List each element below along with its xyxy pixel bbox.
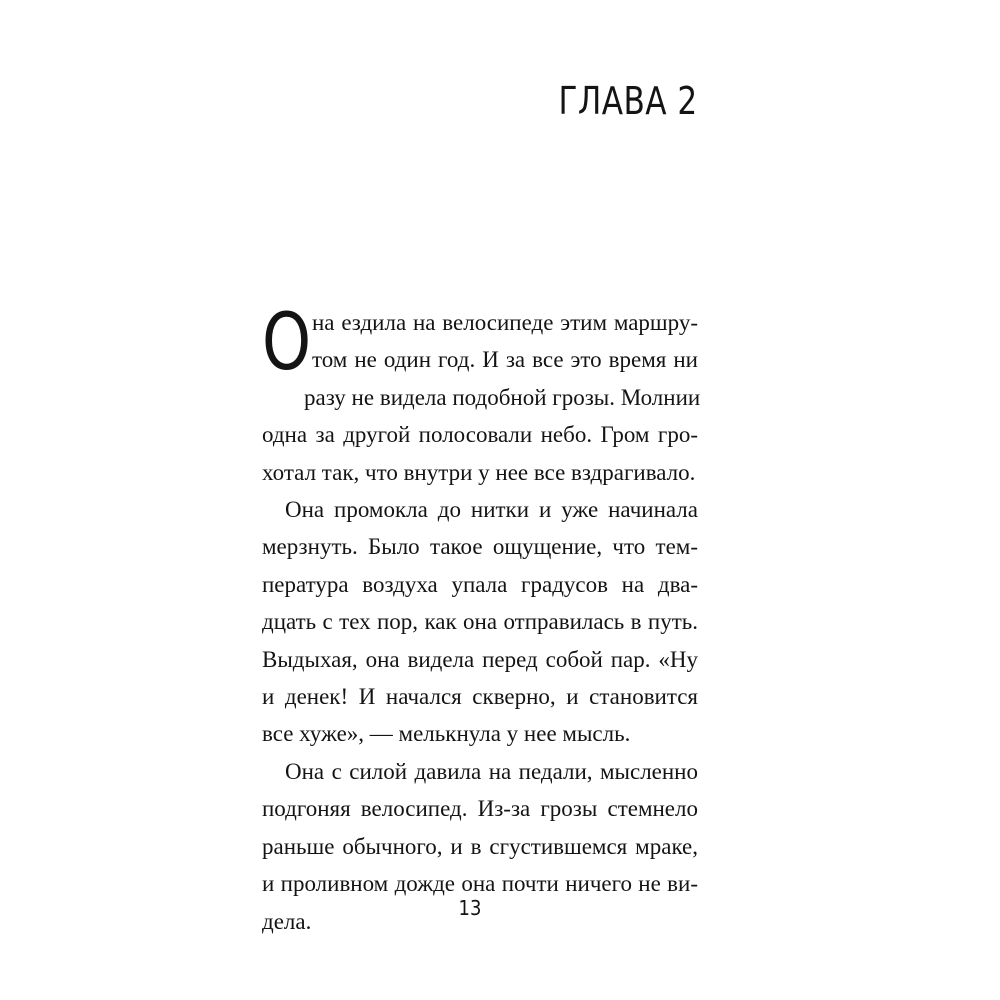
- text-line: и проливном дожде она почти ничего не ви-: [262, 871, 698, 897]
- paragraph-2: [262, 491, 698, 753]
- drop-cap-letter: О: [262, 298, 312, 388]
- paragraph-1: [262, 298, 701, 491]
- text-line: Она промокла до нитки и уже начинала: [285, 497, 698, 523]
- chapter-title: ГЛАВА 2: [558, 79, 698, 123]
- text-line: дела.: [262, 908, 312, 934]
- text-line: том не один год. И за все это время ни: [312, 347, 698, 373]
- text-line: дцать с тех пор, как она отправилась в путь.: [262, 609, 698, 635]
- text-line: раньше обычного, и в сгустившемся мраке,: [262, 833, 698, 859]
- text-line: и денек! И начался скверно, и становится: [262, 684, 698, 710]
- text-line: хотал так, что внутри у нее все вздрагивало.: [262, 459, 696, 485]
- text-line: пература воздуха упала градусов на два-: [262, 571, 698, 597]
- text-line: Она с силой давила на педали, мысленно: [285, 758, 698, 784]
- text-line: все хуже», — мелькнула у нее мысль.: [262, 721, 631, 747]
- body-text: [262, 298, 701, 940]
- text-line: мерзнуть. Было такое ощущение, что тем-: [262, 534, 698, 560]
- text-line: одна за другой полосовали небо. Гром гро-: [262, 422, 698, 448]
- text-line: разу не видела подобной грозы. Молнии: [304, 384, 701, 410]
- text-line: на ездила на велосипеде этим маршру-: [312, 310, 698, 335]
- text-line: Выдыхая, она видела перед собой пар. «Ну: [262, 646, 698, 672]
- text-line: подгоняя велосипед. Из-за грозы стемнело: [262, 796, 698, 822]
- page-number: 13: [458, 896, 482, 920]
